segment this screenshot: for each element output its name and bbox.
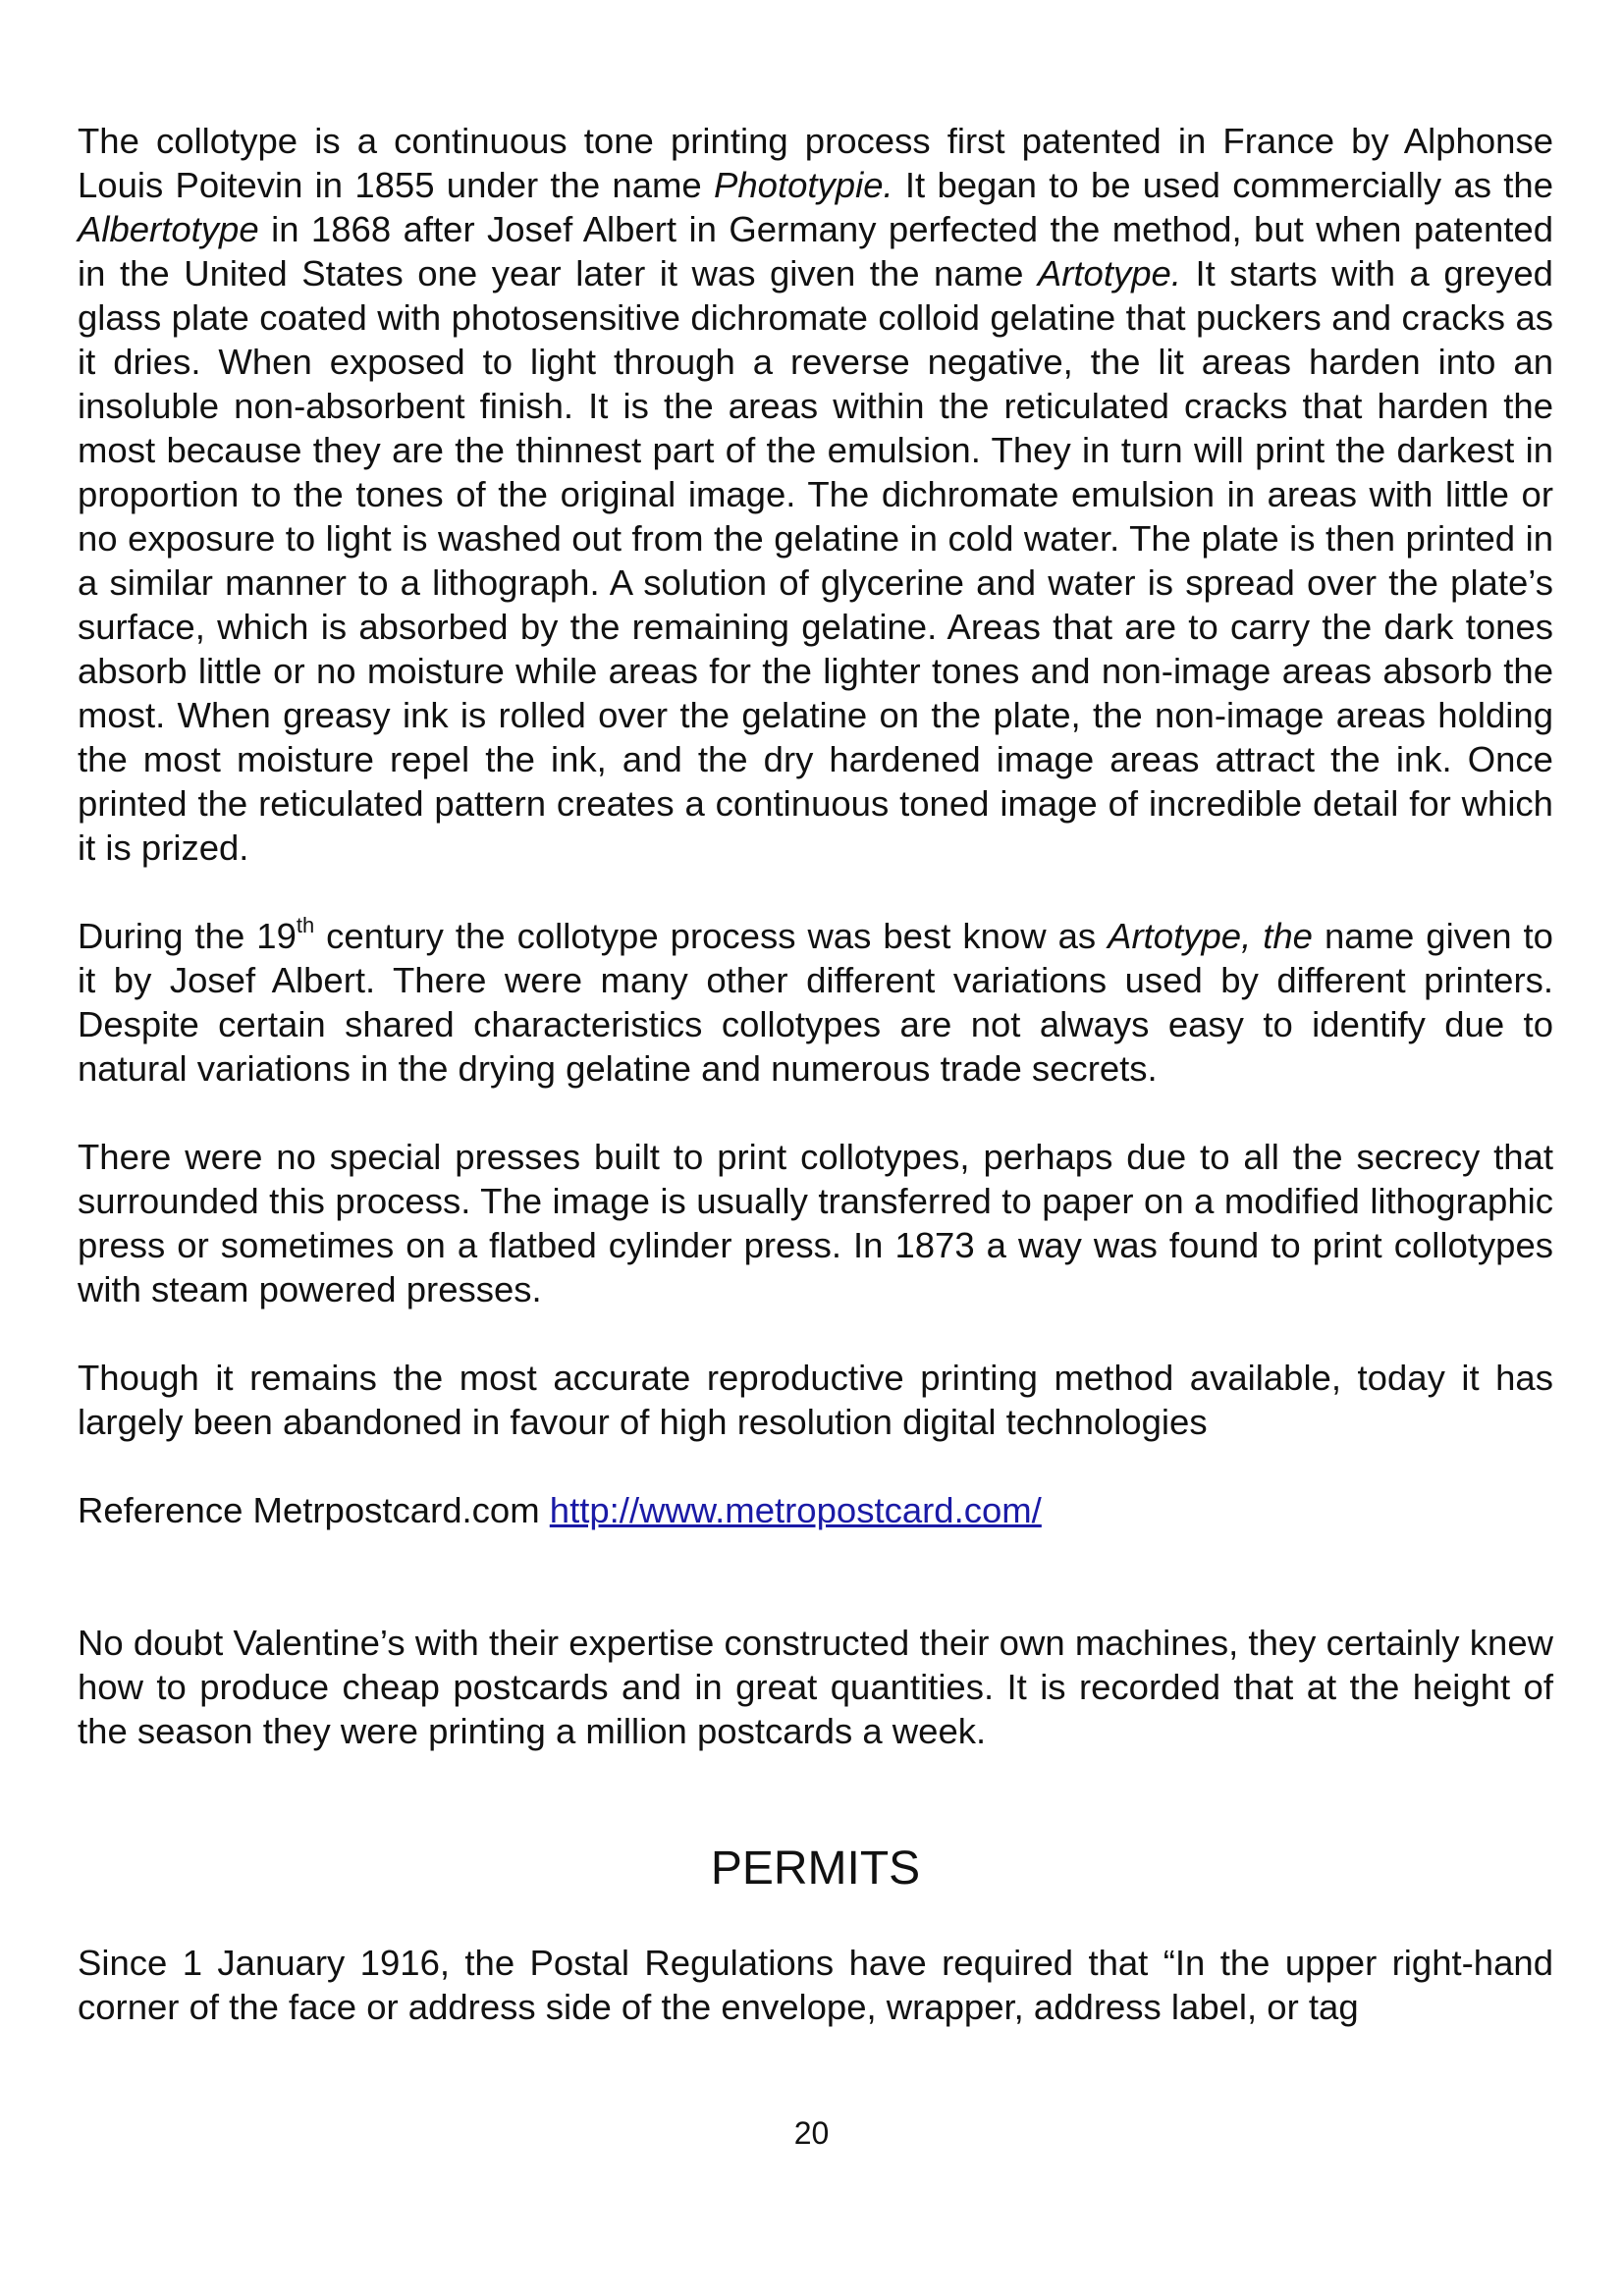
text-run: It began to be used commercially as the (893, 165, 1553, 205)
reference-line (78, 1488, 1553, 1532)
text-run: century the collotype process was best know as (314, 916, 1109, 956)
paragraph-postal-regulations: Since 1 January 1916, the Postal Regulations have required that “In the upper right-hand corner of the face or address side of the envelope, wrapper, address label, or tag (78, 1943, 1553, 2027)
superscript-ordinal: th (296, 912, 315, 937)
text-run: It starts with a greyed glass plate coated with photosensitive dichromate colloid gelatine that puckers and cracks as it dries. When exposed to light through a reverse negative, the lit areas harden into an insoluble non-absorbent finish. It is the areas within the reticulated cracks that harden the most because they are the thinnest part of the emulsion. They in turn will print the darkest in proportion to the tones of the original image. The dichromate emulsion in areas with little or no exposure to light is washed out from the gelatine in cold water. The plate is then printed in a similar manner to a lithograph. A solution of glycerine and water is spread over the plate’s surface, which is absorbed by the remaining gelatine. Areas that are to carry the dark tones absorb little or no moisture while areas for the lighter tones and non-image areas absorb the most. When greasy ink is rolled over the gelatine on the plate, the non-image areas holding the most moisture repel the ink, and the dry hardened image areas attract the ink. Once printed the reticulated pattern creates a continuous toned image of incredible detail for which it is prized. (78, 253, 1553, 868)
paragraph-digital-technologies: Though it remains the most accurate reproductive printing method available, today it has largely been abandoned in favour of high resolution digital technologies (78, 1358, 1553, 1442)
italic-term-artotype: Artotype. (1037, 253, 1181, 294)
reference-link[interactable]: http://www.metropostcard.com/ (549, 1490, 1042, 1530)
paragraph-presses: There were no special presses built to print collotypes, perhaps due to all the secrecy that surrounded this process. The image is usually transferred to paper on a modified lithographic press or sometimes on a flatbed cylinder press. In 1873 a way was found to print collotypes with steam powered presses. (78, 1137, 1553, 1309)
paragraph-19th-century (78, 914, 1553, 1091)
text-run: name given to it by Josef Albert. There were many other different variations used by different printers. Despite certain shared characteristics collotypes are not always easy to identify due to natural variations in the drying gelatine and numerous trade secrets. (78, 916, 1553, 1089)
reference-label: Reference Metrpostcard.com (78, 1490, 550, 1530)
text-run: in 1868 after Josef Albert in Germany perfected the method, but when patented in the United States one year later it was given the name (78, 209, 1553, 294)
paragraph-collotype-process (78, 119, 1553, 870)
section-heading-permits: PERMITS (710, 1842, 921, 1895)
text-run: The collotype is a continuous tone printing process first patented in France by Alphonse Louis Poitevin in 1855 under the name (78, 121, 1553, 205)
document-body (78, 119, 1553, 2029)
text-run: During the 19 (78, 916, 297, 956)
italic-term-artotype: Artotype, the (1108, 916, 1313, 956)
paragraph-valentines: No doubt Valentine’s with their expertise constructed their own machines, they certainly knew how to produce cheap postcards and in great quantities. It is recorded that at the height of the season they were printing a million postcards a week. (78, 1623, 1553, 1751)
page-number: 20 (793, 2115, 830, 2151)
italic-term-albertotype: Albertotype (78, 209, 259, 249)
italic-term-phototypie: Phototypie. (714, 165, 893, 205)
